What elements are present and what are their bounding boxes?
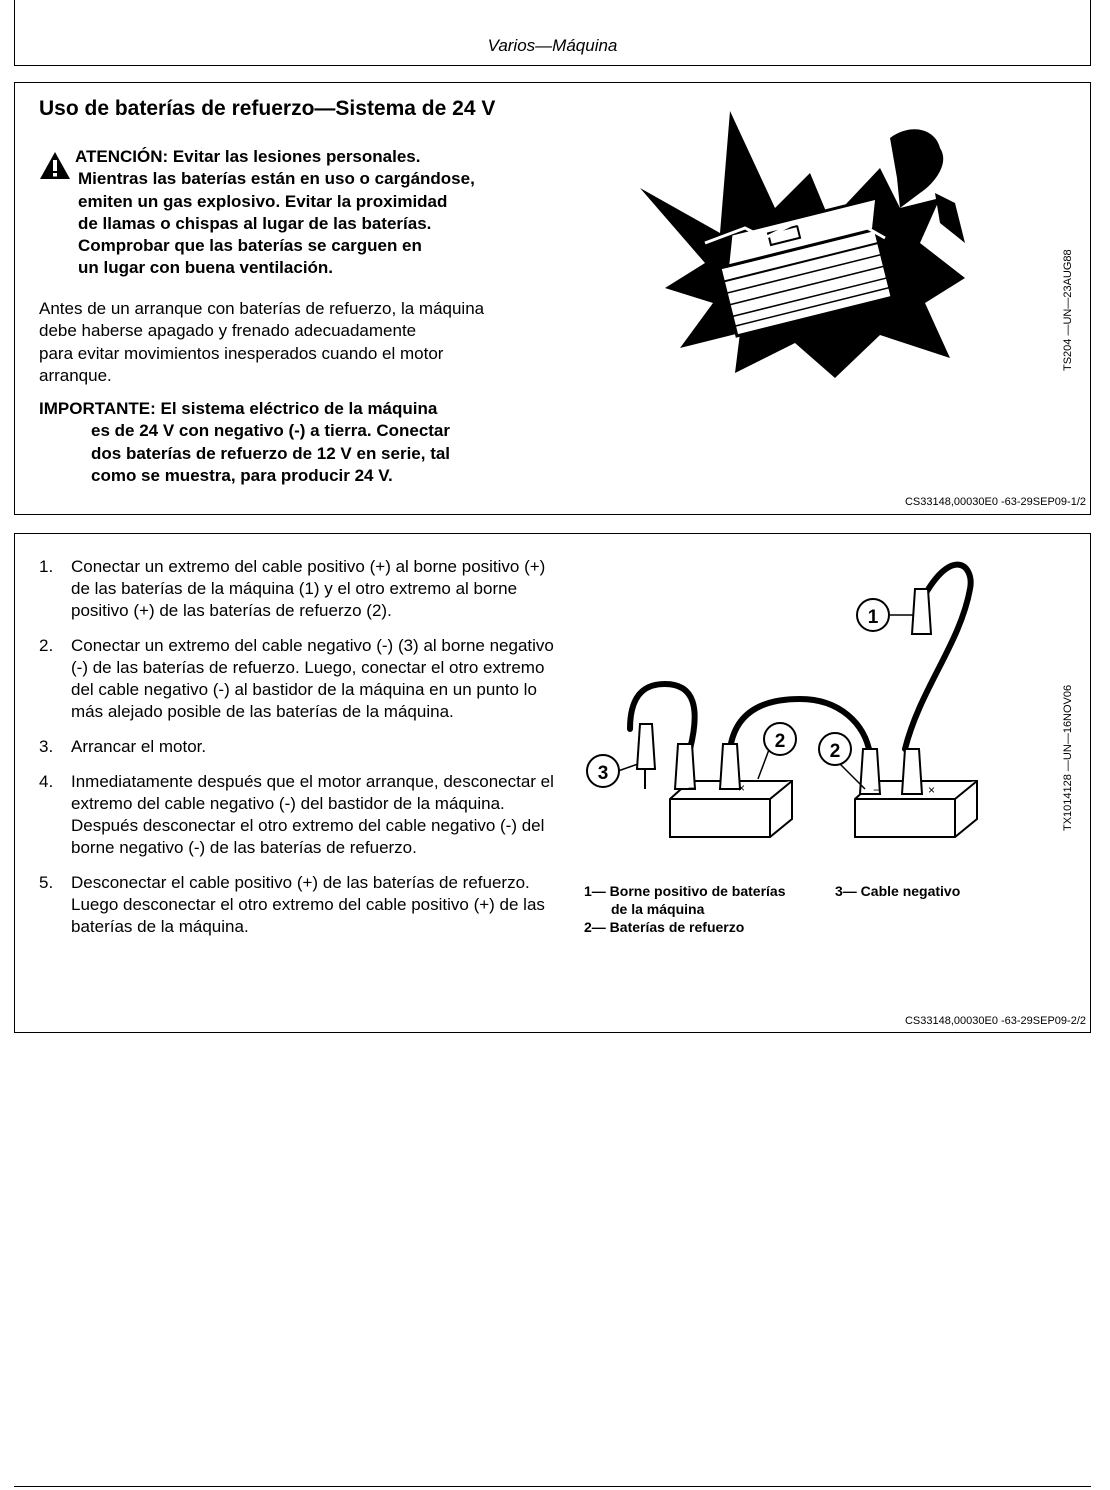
precaution-paragraph	[39, 298, 559, 388]
step-number: 5.	[39, 873, 54, 892]
paragraph-line: Antes de un arranque con baterías de refuerzo, la máquina	[39, 299, 485, 318]
legend-item: 2— Baterías de refuerzo	[584, 919, 745, 935]
legend-col-2	[835, 882, 960, 900]
callout-2: 2	[829, 741, 841, 762]
caution-line: emiten un gas explosivo. Evitar la proximidad	[78, 191, 448, 211]
reference-code: CS33148,00030E0 -63-29SEP09-2/2	[904, 1015, 1086, 1027]
section-booster-warning	[14, 82, 1091, 515]
svg-text:×: ×	[738, 781, 746, 795]
step-text: Conectar un extremo del cable positivo (+) al borne positivo (+) de las baterías de la máquina (1) y el otro extremo al borne positivo (+) de las baterías de refuerzo (2).	[71, 557, 546, 620]
booster-wiring-diagram	[570, 549, 990, 849]
page-header	[14, 0, 1091, 66]
step-number: 1.	[39, 557, 54, 576]
important-line: IMPORTANTE: El sistema eléctrico de la máquina	[39, 399, 438, 418]
step-item	[39, 556, 559, 622]
svg-text:×: ×	[928, 783, 936, 797]
important-line: es de 24 V con negativo (-) a tierra. Conectar	[91, 421, 451, 441]
callout-3: 3	[597, 763, 609, 784]
procedure-steps	[39, 556, 559, 951]
step-number: 4.	[39, 772, 54, 791]
caution-line: Mientras las baterías están en uso o cargándose,	[78, 169, 475, 189]
callout-2: 2	[774, 731, 786, 752]
section-booster-procedure	[14, 533, 1091, 1033]
paragraph-line: para evitar movimientos inesperados cuando el motor	[39, 343, 444, 363]
step-number: 3.	[39, 737, 54, 756]
paragraph-line: arranque.	[39, 366, 112, 386]
legend-item: 1— Borne positivo de baterías	[584, 883, 786, 899]
step-text: Conectar un extremo del cable negativo (-) (3) al borne negativo (-) de las baterías de refuerzo. Luego, conectar el otro extremo del cable negativo (-) al bastidor de la máquina en un punto lo más alejado posible de las baterías de la máquina.	[71, 636, 554, 721]
header-title: Varios—Máquina	[487, 36, 618, 55]
step-text: Inmediatamente después que el motor arranque, desconectar el extremo del cable negativo (-) del bastidor de la máquina. Después desconectar el otro extremo del cable negativo (-) del borne negativo (-) de las baterías de refuerzo.	[71, 772, 554, 857]
caution-block	[39, 146, 559, 280]
figure-code: TS204 —UN—23AUG88	[1062, 249, 1074, 371]
important-line: dos baterías de refuerzo de 12 V en serie, tal	[91, 443, 451, 463]
svg-text:−: −	[873, 783, 881, 797]
step-item	[39, 771, 559, 859]
important-line: como se muestra, para producir 24 V.	[91, 465, 393, 485]
step-text: Arrancar el motor.	[71, 737, 207, 756]
figure-code: TX1014128 —UN—16NOV06	[1062, 684, 1074, 831]
warning-triangle-icon	[39, 151, 71, 180]
svg-text:−: −	[688, 781, 696, 795]
caution-line: un lugar con buena ventilación.	[78, 258, 334, 278]
legend-item: de la máquina	[611, 901, 705, 917]
caution-line: ATENCIÓN: Evitar las lesiones personales.	[75, 147, 421, 166]
step-item	[39, 736, 559, 758]
section-title: Uso de baterías de refuerzo—Sistema de 24 V	[39, 97, 496, 120]
paragraph-line: debe haberse apagado y frenado adecuadamente	[39, 321, 417, 341]
step-text: Desconectar el cable positivo (+) de las baterías de refuerzo. Luego desconectar el otro extremo del cable positivo (+) de las baterías de la máquina.	[71, 873, 545, 936]
legend-col-1	[584, 882, 786, 936]
step-item	[39, 872, 559, 938]
caution-line: Comprobar que las baterías se carguen en	[78, 236, 422, 256]
caution-line: de llamas o chispas al lugar de las baterías.	[78, 213, 432, 233]
callout-1: 1	[867, 607, 879, 628]
reference-code: CS33148,00030E0 -63-29SEP09-1/2	[904, 496, 1086, 508]
step-item	[39, 635, 559, 723]
battery-explosion-illustration	[635, 103, 985, 393]
legend-item: 3— Cable negativo	[835, 883, 961, 899]
step-number: 2.	[39, 636, 54, 655]
footer-rule	[14, 1486, 1091, 1487]
important-note	[39, 398, 559, 487]
